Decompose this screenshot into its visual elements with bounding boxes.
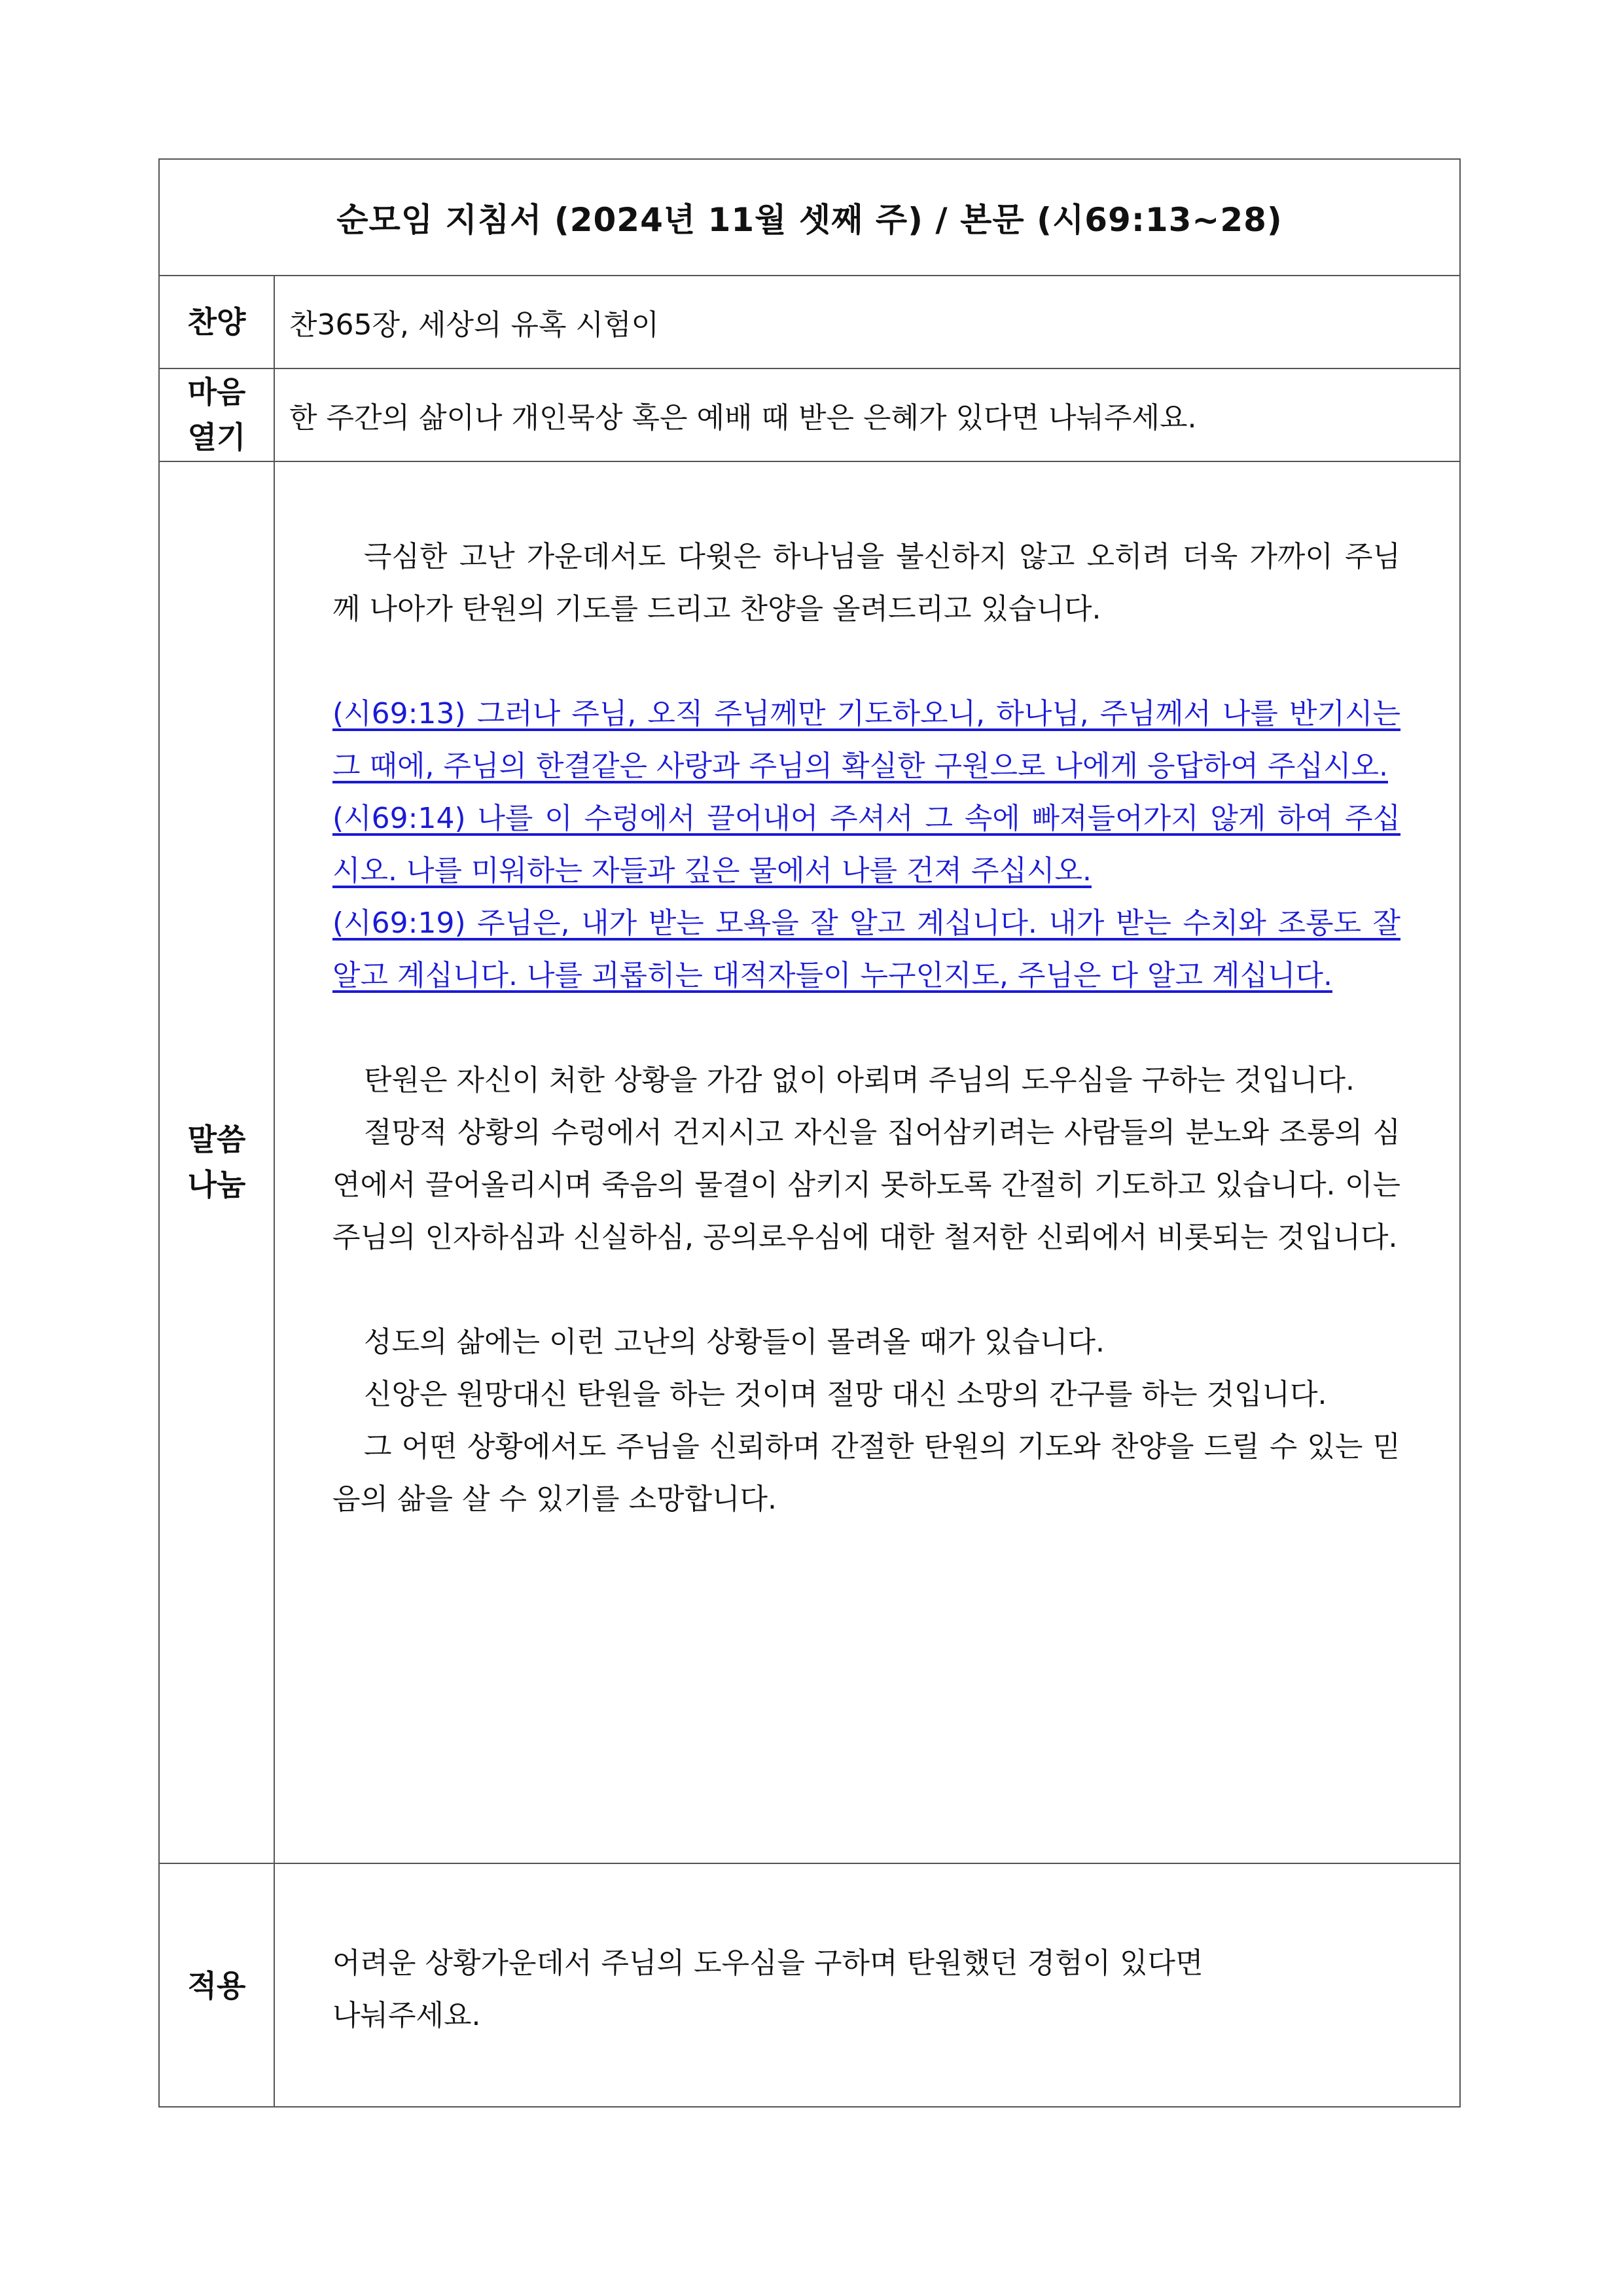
opening-label-line2: 열기 — [187, 420, 246, 455]
hymn-label-text: 찬양 — [187, 304, 246, 340]
hymn-text: 찬365장, 세상의 유혹 시험이 — [289, 308, 659, 342]
opening-row — [160, 368, 1459, 461]
intro-paragraph: 극심한 고난 가운데서도 다윗은 하나님을 불신하지 않고 오히려 더욱 가까이 주님께 나아가 탄원의 기도를 드리고 찬양을 올려드리고 있습니다. — [332, 540, 1400, 626]
opening-label — [160, 369, 275, 461]
word-label-line1: 말씀 — [187, 1122, 246, 1157]
verse-quote: (시69:14) 나를 이 수렁에서 끌어내어 주셔서 그 속에 빠져들어가지 않게 하여 주십시오. 나를 미워하는 자들과 깊은 물에서 나를 건져 주십시오. — [332, 802, 1400, 888]
page-title: 순모임 지침서 (2024년 11월 셋째 주) / 본문 (시69:13~28) — [336, 201, 1283, 239]
body-paragraph: 신앙은 원망대신 탄원을 하는 것이며 절망 대신 소망의 간구를 하는 것입니다. — [364, 1378, 1327, 1411]
guide-table — [158, 158, 1461, 2108]
word-sharing-label — [160, 462, 275, 1863]
body-paragraph: 탄원은 자신이 처한 상황을 가감 없이 아뢰며 주님의 도우심을 구하는 것입니다. — [364, 1064, 1355, 1097]
word-sharing-row — [160, 461, 1459, 1863]
application-content — [275, 1864, 1459, 2108]
hymn-label — [160, 276, 275, 368]
opening-content — [275, 369, 1459, 461]
hymn-content — [275, 276, 1459, 368]
application-label — [160, 1864, 275, 2108]
application-line: 나눠주세요. — [332, 1999, 481, 2032]
verse-quote: (시69:19) 주님은, 내가 받는 모욕을 잘 알고 계십니다. 내가 받는 수치와 조롱도 잘 알고 계십니다. 나를 괴롭히는 대적자들이 누구인지도, 주님은 다 알고 계십니다. — [332, 906, 1400, 992]
application-row — [160, 1863, 1459, 2108]
spacer — [332, 636, 1400, 688]
body-paragraph: 성도의 삶에는 이런 고난의 상황들이 몰려올 때가 있습니다. — [364, 1325, 1105, 1359]
body-paragraph: 그 어떤 상황에서도 주님을 신뢰하며 간절한 탄원의 기도와 찬양을 드릴 수 있는 믿음의 삶을 살 수 있기를 소망합니다. — [332, 1430, 1400, 1516]
body-paragraph: 절망적 상황의 수렁에서 건지시고 자신을 집어삼키려는 사람들의 분노와 조롱의 심연에서 끌어올리시며 죽음의 물결이 삼키지 못하도록 간절히 기도하고 있습니다. 이는 주님의 인자하심과 신실하심, 공의로우심에 대한 철저한 신뢰에서 비롯되는 것입니다. — [332, 1116, 1400, 1254]
opening-label-line1: 마음 — [187, 374, 246, 410]
spacer — [332, 1002, 1400, 1054]
title-row — [160, 160, 1459, 275]
word-sharing-content — [275, 462, 1459, 1863]
opening-text: 한 주간의 삶이나 개인묵상 혹은 예배 때 받은 은혜가 있다면 나눠주세요. — [289, 401, 1197, 435]
application-line: 어려운 상황가운데서 주님의 도우심을 구하며 탄원했던 경험이 있다면 — [332, 1946, 1204, 1980]
hymn-row — [160, 275, 1459, 368]
application-label-text: 적용 — [187, 1967, 246, 2003]
word-label-line2: 나눔 — [187, 1167, 246, 1202]
spacer — [332, 1264, 1400, 1316]
verse-quote: (시69:13) 그러나 주님, 오직 주님께만 기도하오니, 하나님, 주님께서 나를 반기시는 그 때에, 주님의 한결같은 사랑과 주님의 확실한 구원으로 나에게 응답하여 주십시오. — [332, 697, 1400, 783]
